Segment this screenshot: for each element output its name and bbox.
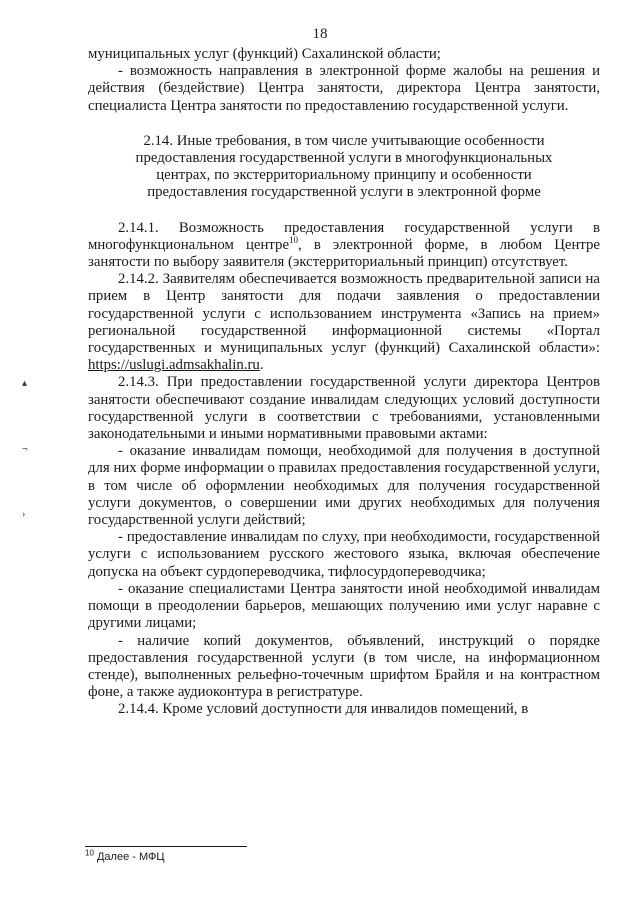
footnote-divider [85,846,247,847]
footnote-ref: 10 [289,234,299,245]
paragraph-2-14-2 [88,271,600,374]
list-item: - оказание специалистами Центра занятости иной необходимой инвалидам помощи в преодолении барьеров, мешающих получению ими услуг наравне с другими лицами; [88,580,600,632]
footnote [85,848,165,863]
heading-line: 2.14. Иные требования, в том числе учитывающие особенности [143,132,545,149]
paragraph-text: . [259,357,264,374]
document-body [88,46,600,719]
heading-line: предоставления государственной услуги в электронной форме [147,184,541,201]
paragraph-2-14-3: 2.14.3. При предоставлении государственной услуги директора Центров занятости обеспечивают создание инвалидам следующих условий доступности государственной услуги в соответствии с требованиями, установленными законодательными и иными нормативными правовыми актами: [88,374,600,443]
margin-mark: ▴ [22,378,28,389]
paragraph: - возможность направления в электронной форме жалобы на решения и действия (бездействие) Центра занятости, директора Центра занятости, специалиста Центра занятости по предоставлению государственной услуги. [88,63,600,114]
footnote-number: 10 [85,848,94,858]
paragraph-text: 2.14.1. Возможность предоставления государственной услуги в многофункциональном центре [88,219,600,253]
section-heading [88,133,600,202]
margin-mark: ¬ [22,444,28,455]
paragraph-text: , в электронной форме, в любом Центре занятости по выбору заявителя (экстерриториальный принцип) отсутствует. [88,236,600,271]
list-item: - предоставление инвалидам по слуху, при необходимости, государственной услуги с использованием русского жестового языка, включая обеспечение допуска на объект сурдопереводчика, тифлосурдопереводчика; [88,529,600,580]
footnote-text: Далее - МФЦ [93,851,165,863]
portal-link[interactable]: https://uslugi.admsakhalin.ru [88,357,260,374]
page-number: 18 [312,26,328,42]
paragraph-text: 2.14.2. Заявителям обеспечивается возможность предварительной записи на прием в Центр занятости для подачи заявления о предоставлении государственной услуги с использованием инструмента «Запись на прием» региональной государственной информационной системы «Портал государственных и муниципальных услуг (функций) Сахалинской области»: [88,271,600,357]
paragraph: муниципальных услуг (функций) Сахалинской области; [88,46,441,62]
heading-line: предоставления государственной услуги в многофункциональных [135,150,553,167]
list-item: - оказание инвалидам помощи, необходимой для получения в доступной для них форме информации о правилах предоставления государственной услуги, в том числе об оформлении необходимых для получения государственной услуги документов, о совершении ими других необходимых для получения государственной услуги действий; [88,443,600,529]
paragraph-2-14-4: 2.14.4. Кроме условий доступности для инвалидов помещений, в [118,701,529,718]
paragraph-2-14-1 [88,220,600,272]
list-item: - наличие копий документов, объявлений, инструкций о порядке предоставления государственной услуги (в том числе, на информационном стенде), выполненных рельефно-точечным шрифтом Брайля и на контрастном фоне, а также аудиоконтура в регистратуре. [88,632,600,701]
heading-line: центрах, по экстерриториальному принципу и особенности [156,167,532,184]
margin-mark: › [22,509,26,520]
